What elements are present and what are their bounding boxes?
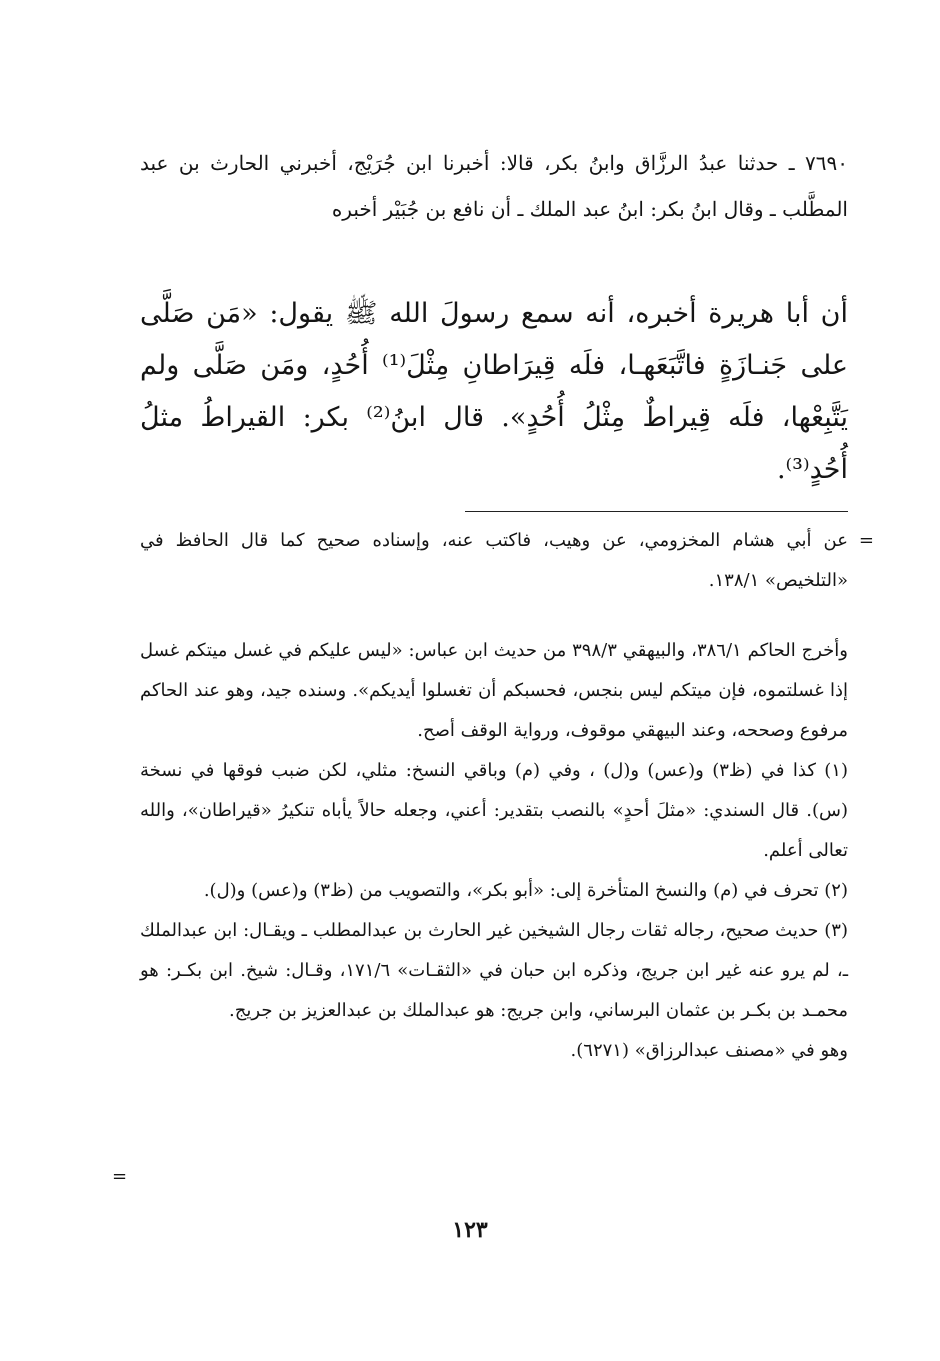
footnote-continuation-text: عن أبي هشام المخزومي، عن وهيب، فاكتب عنه، وإسناده صحيح كما قال الحافظ في «التلخيص» ١٣٨/١. [140, 530, 848, 591]
footnote-3: (٣) حديث صحيح، رجاله ثقات رجال الشيخين غير الحارث بن عبدالمطلب ـ ويقـال: ابن عبدالملك ـ، لم يرو عنه غير ابن جريج، وذكره ابن حبان في «الثقـات» ١٧١/٦، وقـال: شيخ. ابن بكـر: هو محمـد بن بكـر بن عثمان البرساني، وابن جريج: هو عبدالملك بن عبدالعزيز بن جريج. [140, 920, 849, 1021]
footnotes-section [140, 521, 874, 1071]
side-continuation-mark: = [112, 1166, 128, 1187]
footnote-gap [140, 601, 848, 631]
footnote-2: (٢) تحرف في (م) والنسخ المتأخرة إلى: «أبو بكر»، والتصويب من (ظ٣) و(عس) و(ل). [203, 880, 848, 901]
continuation-mark: = [858, 530, 874, 551]
footnote-continuation [140, 521, 874, 601]
hadith-matn: أن أبا هريرة أخبره، أنه سمع رسولَ الله ﷺ يقول: «مَن صَلَّى على جَنـازَةٍ فاتَّبَعَهـا، فلَه قِيرَاطانِ مِثْلَ⁽¹⁾ أُحُدٍ، ومَن صَلَّى ولم يَتَّبِعْها، فلَه قِيراطٌ مِثْلُ أُحُدٍ». قال ابنُ⁽²⁾ بكر: القيراطُ مثلُ أُحُدٍ⁽³⁾. [140, 298, 848, 485]
footnote-extra: وأخرج الحاكم ٣٨٦/١، والبيهقي ٣٩٨/٣ من حديث ابن عباس: «ليس عليكم في غسل ميتكم غسل إذا غسلتموه، فإن ميتكم ليس بنجس، فحسبكم أن تغسلوا أيديكم». وسنده جيد، وهو عند الحاكم مرفوع وصححه، وعند البيهقي موقوف، ورواية الوقف أصح. [140, 640, 849, 741]
hadith-isnad: ٧٦٩٠ ـ حدثنا عبدُ الرزَّاق وابنُ بكر، قالا: أخبرنا ابن جُرَيْج، أخبرني الحارث بن عبد المطَّلب ـ وقال ابنُ بكر: ابنُ عبد الملك ـ أن نافع بن جُبَيْر أخبره [140, 151, 848, 221]
page-number: ١٢٣ [452, 1217, 488, 1243]
footnote-separator [465, 511, 848, 512]
footnote-3-tail: وهو في «مصنف عبدالرزاق» (٦٢٧١). [570, 1040, 848, 1061]
footnote-1: (١) كذا في (ظ٣) و(عس) و(ل) ، وفي (م) وباقي النسخ: مثلي، لكن ضبب فوقها في نسخة (س). قال السندي: «مثلَ أحدٍ» بالنصب بتقدير: أعني، وجعله حالاً يأباه تنكيرُ «قيراطان»، والله تعالى أعلم. [140, 760, 848, 861]
